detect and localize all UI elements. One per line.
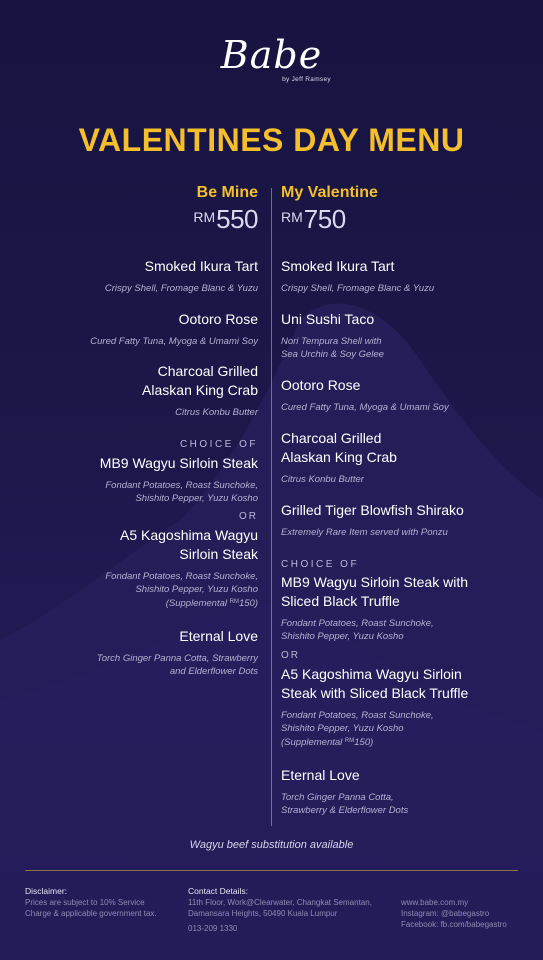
right-currency: RM [281,209,303,225]
contact-phone[interactable]: 013-209 1330 [188,924,238,933]
supplement-note [60,596,258,610]
left-price-value: 550 [216,204,258,234]
course-desc-line-1: Fondant Potatoes, Roast Sunchoke, [281,710,434,721]
course-name: Ootoro Rose [178,311,258,327]
footer-disclaimer [25,886,185,919]
course-name: MB9 Wagyu Sirloin Steak [99,455,258,471]
course-name: Eternal Love [281,767,360,783]
right-course-7 [281,665,511,749]
substitution-note: Wagyu beef substitution available [189,839,354,851]
footer-contact [188,886,393,934]
course-desc-line-2: and Elderflower Dots [169,666,258,677]
course-desc-line-1: Nori Tempura Shell with [281,336,382,347]
left-course-4 [60,454,258,505]
course-desc: Citrus Konbu Butter [281,474,364,485]
right-course-2 [281,310,511,361]
course-name: Uni Sushi Taco [281,311,375,327]
footer-divider [25,870,518,871]
course-desc-line-2: Sea Urchin & Soy Gelee [281,349,384,360]
disclaimer-line-1: Prices are subject to 10% Service [25,898,145,907]
disclaimer-line-2: Charge & applicable government tax. [25,909,157,918]
left-menu-name: Be Mine [196,184,258,201]
left-course-2 [60,310,258,348]
supplement-note [281,735,511,749]
left-or-label: OR [239,511,258,522]
instagram-link[interactable]: Instagram: @babegastro [401,909,490,918]
right-course-4 [281,429,511,486]
course-desc-line-1: Fondant Potatoes, Roast Sunchoke, [105,480,258,491]
course-desc-line-2: Shishito Pepper, Yuzu Kosho [135,493,258,504]
course-name: Smoked Ikura Tart [281,258,395,274]
supplement-currency: RM [229,599,239,605]
course-name-line-2: Alaskan King Crab [281,449,397,465]
facebook-link[interactable]: Facebook: fb.com/babegastro [401,920,507,929]
course-desc-line-1: Fondant Potatoes, Roast Sunchoke, [105,571,258,582]
course-desc-line-2: Strawberry & Elderflower Dots [281,805,409,816]
course-name: Ootoro Rose [281,377,361,393]
right-menu-name: My Valentine [281,184,378,201]
left-choice-label: CHOICE OF [179,439,258,450]
supplement-amount: 150) [354,737,374,748]
left-course-6 [60,627,258,678]
right-menu-header [281,184,511,235]
right-course-3 [281,376,511,414]
course-name: Grilled Tiger Blowfish Shirako [281,502,464,518]
right-course-5 [281,501,511,539]
course-desc-line-2: Shishito Pepper, Yuzu Kosho [135,584,258,595]
course-name-line-1: Charcoal Grilled [281,430,382,446]
right-choice-label: CHOICE OF [281,559,360,570]
disclaimer-heading: Disclaimer: [25,886,68,896]
course-name-line-2: Steak with Sliced Black Truffle [281,685,469,701]
contact-address-line-1: 11th Floor, Work@Clearwater, Changkat Semantan, [188,898,372,907]
right-course-1 [281,257,511,295]
course-desc: Cured Fatty Tuna, Myoga & Umami Soy [281,402,449,413]
left-course-3 [60,362,258,419]
course-name-line-2: Sirloin Steak [179,546,258,562]
logo-wordmark: Babe [220,33,323,77]
course-name-line-2: Sliced Black Truffle [281,593,400,609]
column-divider [271,188,272,826]
right-course-6 [281,573,511,643]
logo-byline: by Jeff Ramsey [282,76,331,83]
supplement-currency: RM [344,738,355,744]
course-desc: Crispy Shell, Fromage Blanc & Yuzu [281,283,435,294]
page-title: VALENTINES DAY MENU [78,122,465,158]
course-name: Eternal Love [179,628,258,644]
brand-logo [0,34,543,83]
left-menu-price [60,204,258,235]
right-or-label: OR [281,650,300,661]
right-course-8 [281,766,511,817]
course-name-line-1: Charcoal Grilled [157,363,258,379]
supplement-prefix: (Supplemental [165,598,230,609]
left-menu-header [60,184,258,235]
left-course-5 [60,526,258,610]
course-name-line-2: Alaskan King Crab [142,382,258,398]
course-desc-line-2: Shishito Pepper, Yuzu Kosho [281,631,404,642]
supplement-amount: 150) [238,598,258,609]
right-price-value: 750 [303,204,346,234]
left-currency: RM [193,209,216,225]
left-course-1 [60,257,258,295]
right-menu-price [281,204,511,235]
course-desc-line-1: Torch Ginger Panna Cotta, [281,792,394,803]
course-name-line-1: A5 Kagoshima Wagyu [120,527,258,543]
course-desc: Citrus Konbu Butter [175,407,258,418]
course-desc: Cured Fatty Tuna, Myoga & Umami Soy [90,336,258,347]
course-name-line-1: A5 Kagoshima Wagyu Sirloin [281,666,462,682]
contact-address-line-2: Damansara Heights, 50490 Kuala Lumpur [188,909,338,918]
course-name: Smoked Ikura Tart [144,258,258,274]
supplement-prefix: (Supplemental [281,737,345,748]
course-desc-line-1: Torch Ginger Panna Cotta, Strawberry [96,653,258,664]
contact-heading: Contact Details: [188,886,248,896]
course-desc-line-2: Shishito Pepper, Yuzu Kosho [281,723,404,734]
course-desc: Extremely Rare Item served with Ponzu [281,527,448,538]
website-link[interactable]: www.babe.com.my [401,898,469,907]
course-name-line-1: MB9 Wagyu Sirloin Steak with [281,574,468,590]
course-desc: Crispy Shell, Fromage Blanc & Yuzu [104,283,258,294]
footer-social [401,897,531,930]
course-desc-line-1: Fondant Potatoes, Roast Sunchoke, [281,618,434,629]
